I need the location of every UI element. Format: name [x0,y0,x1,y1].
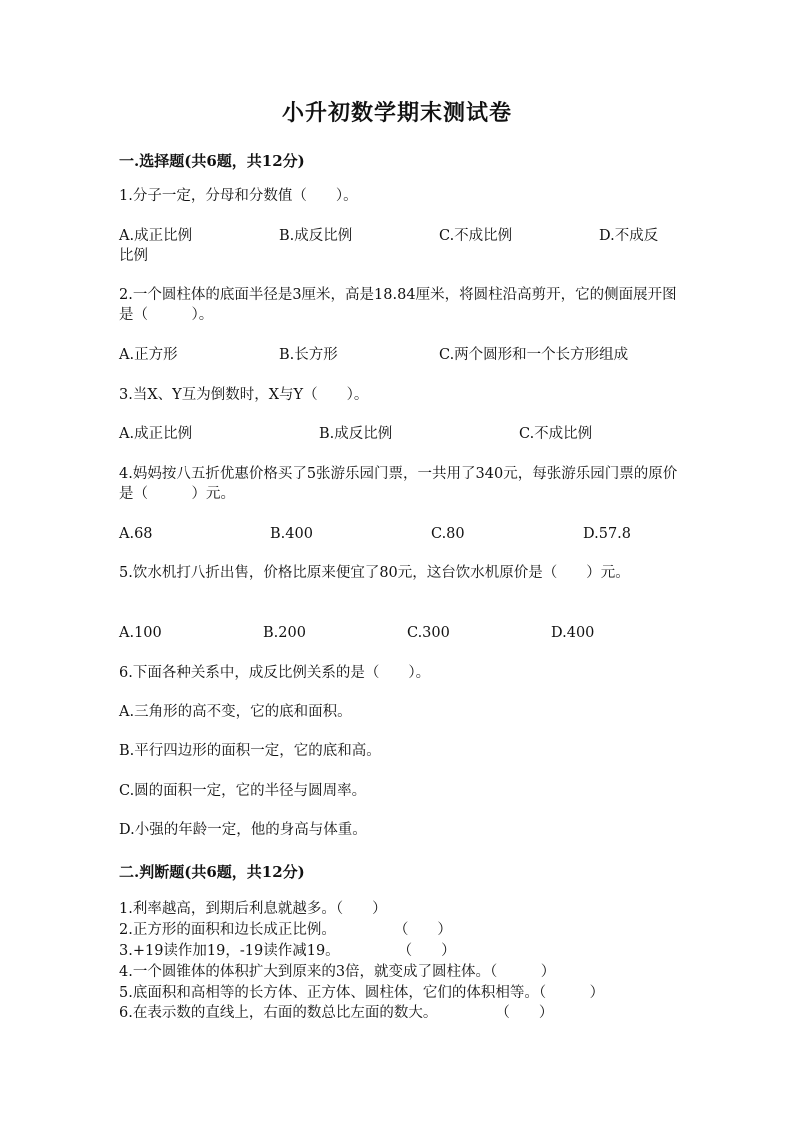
q4-option-a: A.68 [119,526,153,542]
q5-option-d: D.400 [551,625,595,641]
q4-option-b: B.400 [270,526,313,542]
judge-item-3: 3.+19读作加19，-19读作减19。 （ ） [119,943,456,959]
question-3: 3.当X、Y互为倒数时，X与Y（ ）。 [119,387,369,403]
question-4: 4.妈妈按八五折优惠价格买了5张游乐园门票，一共用了340元，每张游乐园门票的原价是（ ）元。 [119,466,678,502]
judge-item-5: 5.底面积和高相等的长方体、正方体、圆柱体，它们的体积相等。（ ） [119,985,605,1001]
section-heading-choice: 一.选择题(共6题，共12分) [119,152,305,170]
q2-option-c: C.两个圆形和一个长方形组成 [439,347,629,363]
q3-option-b: B.成反比例 [319,426,393,442]
q1-option-d-wrap: 比例 [119,248,148,264]
q5-option-c: C.300 [407,625,450,641]
q6-option-b: B.平行四边形的面积一定，它的底和高。 [119,743,381,759]
judge-item-2: 2.正方形的面积和边长成正比例。 （ ） [119,922,452,938]
q1-option-a: A.成正比例 [119,228,193,244]
q6-option-a: A.三角形的高不变，它的底和面积。 [119,704,352,720]
judge-item-1: 1.利率越高，到期后利息就越多。（ ） [119,901,387,917]
q5-option-a: A.100 [119,625,162,641]
q2-option-a: A.正方形 [119,347,178,363]
q3-option-c: C.不成比例 [519,426,593,442]
q6-option-c: C.圆的面积一定，它的半径与圆周率。 [119,783,367,799]
q6-option-d: D.小强的年龄一定，他的身高与体重。 [119,822,367,838]
q1-option-b: B.成反比例 [279,228,353,244]
question-6: 6.下面各种关系中，成反比例关系的是（ ）。 [119,665,431,681]
question-2: 2.一个圆柱体的底面半径是3厘米，高是18.84厘米，将圆柱沿高剪开，它的侧面展开图是（ ）。 [119,287,677,323]
judge-item-6: 6.在表示数的直线上，右面的数总比左面的数大。 （ ） [119,1005,554,1021]
judge-item-4: 4.一个圆锥体的体积扩大到原来的3倍，就变成了圆柱体。（ ） [119,964,556,980]
page-title: 小升初数学期末测试卷 [281,100,512,126]
q5-option-b: B.200 [263,625,306,641]
q4-option-d: D.57.8 [583,526,632,542]
q1-option-d: D.不成反 [599,228,659,244]
section-heading-judge: 二.判断题(共6题，共12分) [119,863,305,881]
question-1: 1.分子一定，分母和分数值（ ）。 [119,188,358,204]
q2-option-b: B.长方形 [279,347,338,363]
q1-option-c: C.不成比例 [439,228,513,244]
q4-option-c: C.80 [431,526,465,542]
q3-option-a: A.成正比例 [119,426,193,442]
question-5: 5.饮水机打八折出售，价格比原来便宜了80元，这台饮水机原价是（ ）元。 [119,565,630,581]
